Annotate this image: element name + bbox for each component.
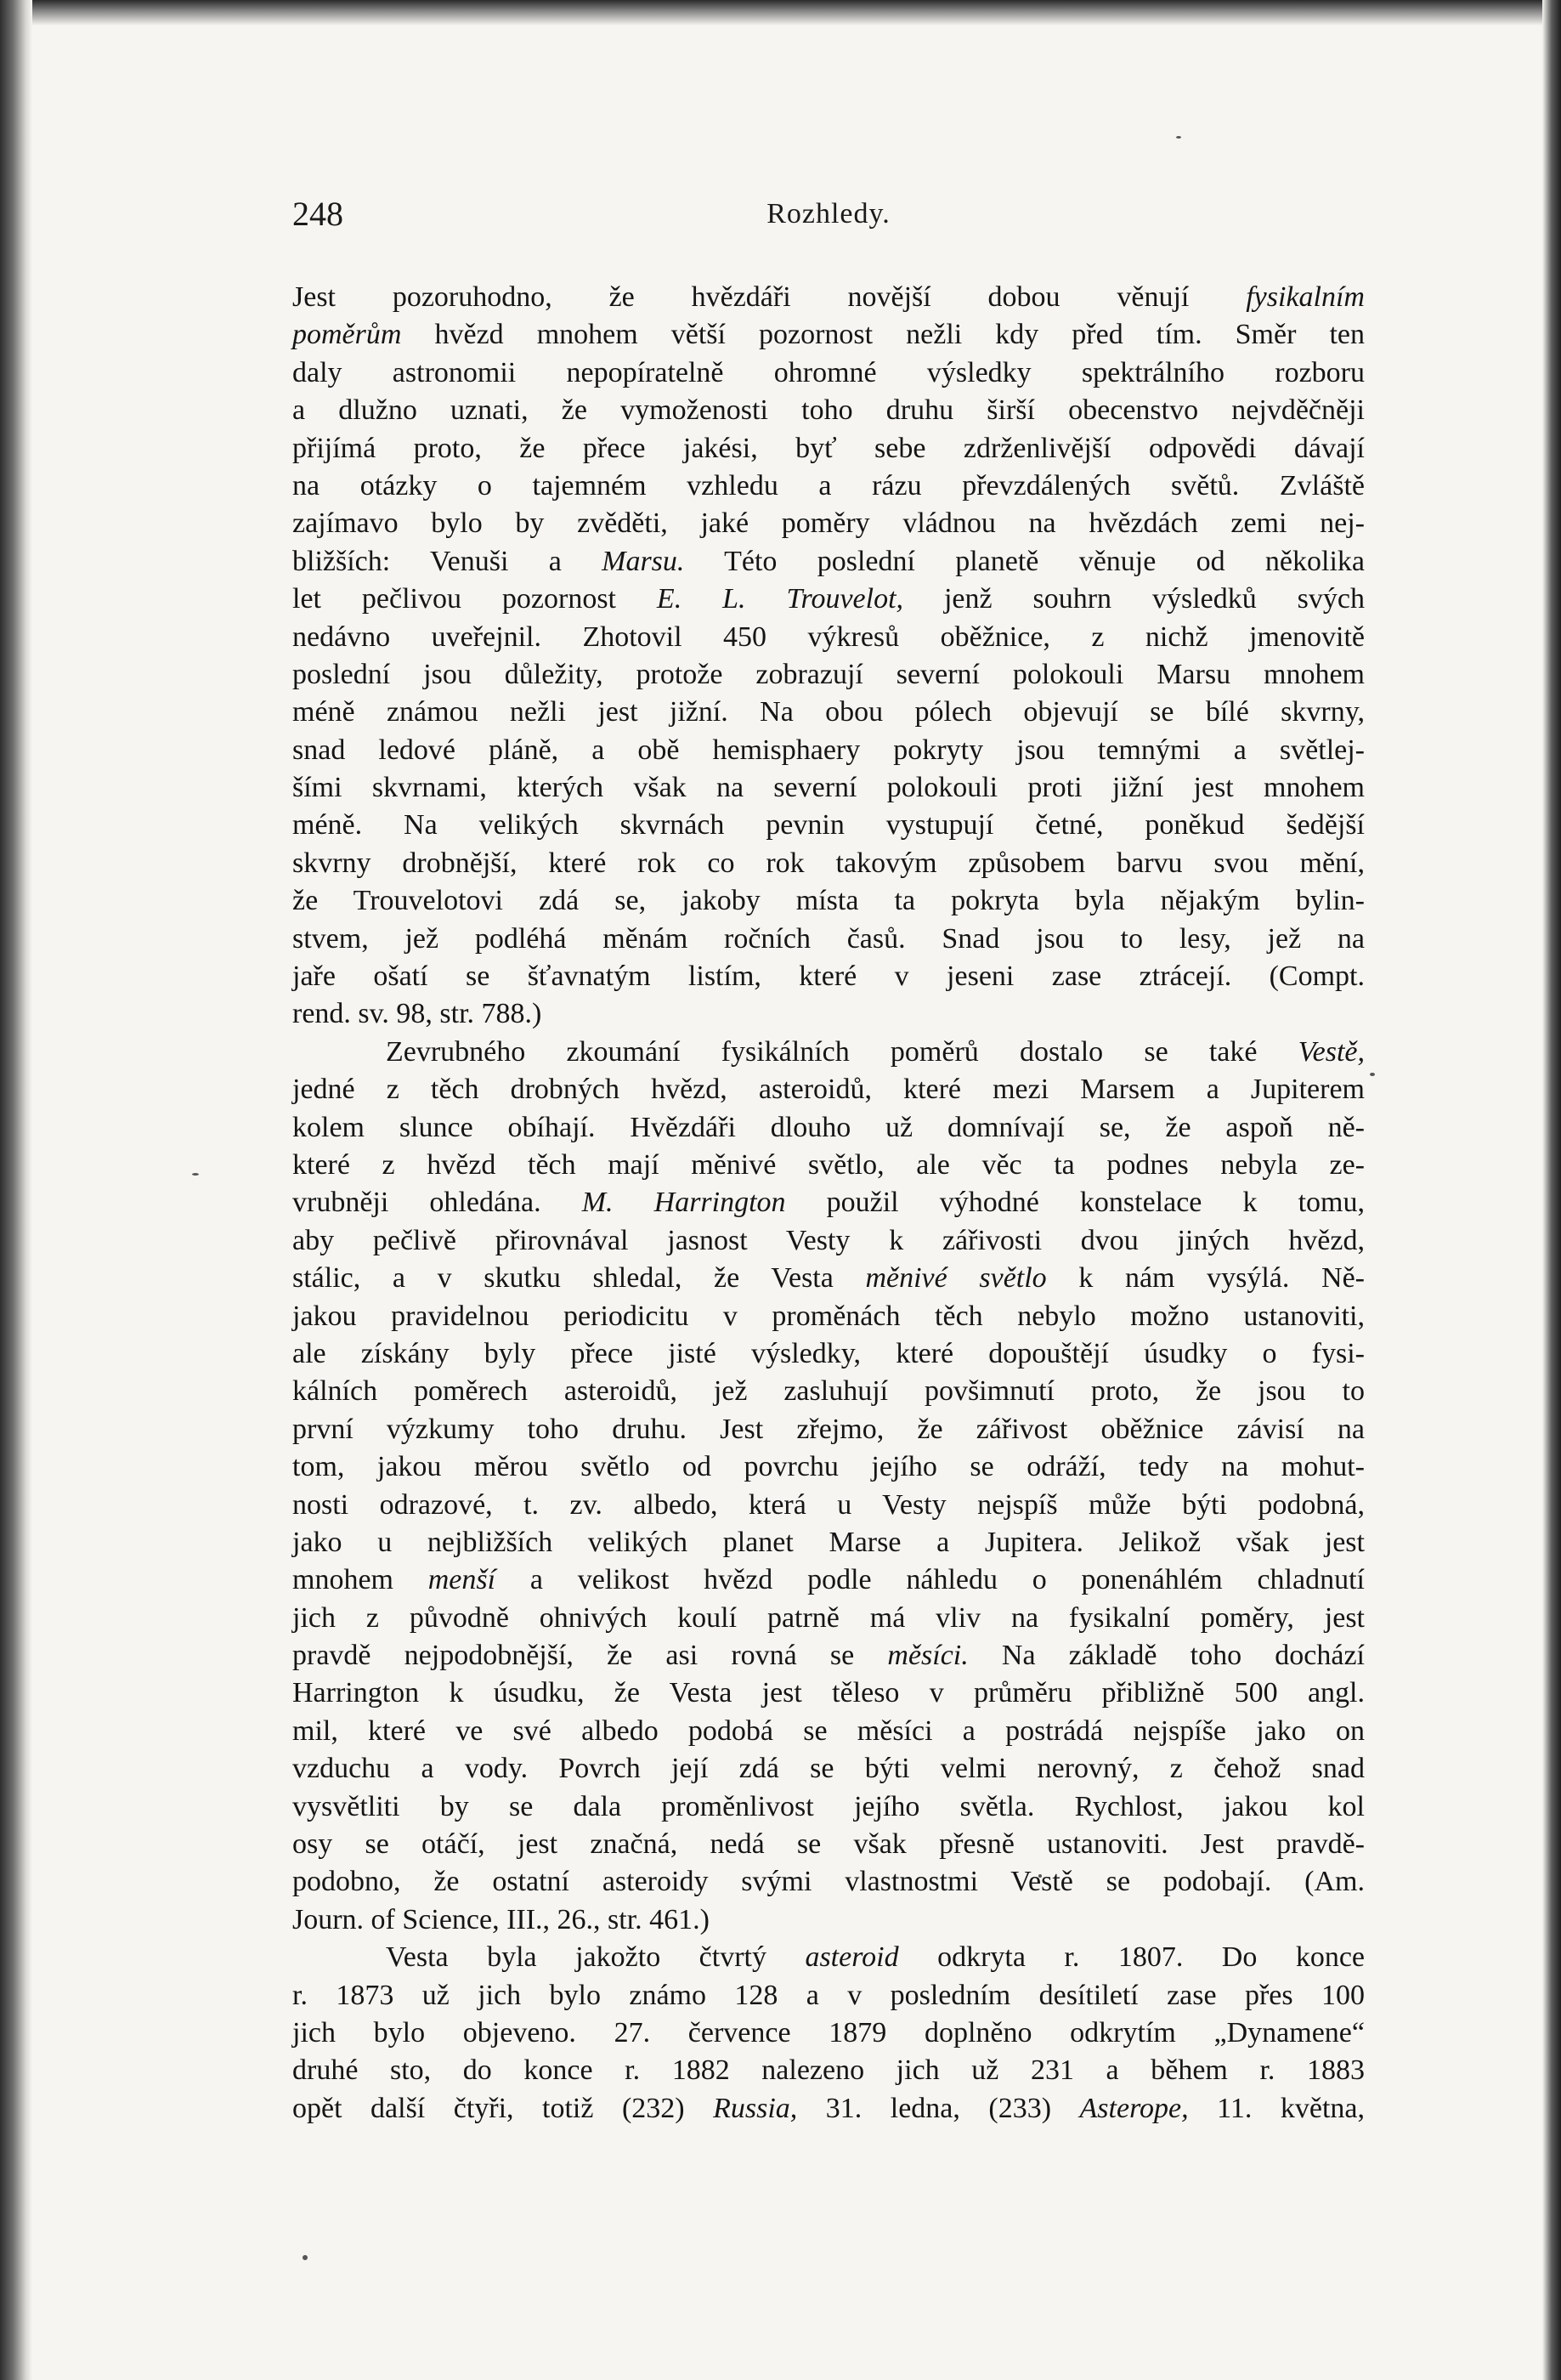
text-run: let pečlivou pozornost (292, 583, 657, 615)
text-line (292, 1222, 1365, 1260)
text-line (292, 279, 1365, 316)
text-line (292, 1109, 1365, 1147)
text-run: skvrny drobnější, které rok co rok takovým způsobem barvu svou mění, (292, 847, 1365, 879)
text-run: stvem, jež podléhá měnám ročních časů. Snad jsou to lesy, jež na (292, 922, 1365, 955)
emphasis: asteroid (805, 1941, 899, 1974)
text-run: kolem slunce obíhají. Hvězdáři dlouho už domnívají se, že aspoň ně- (292, 1111, 1365, 1143)
text-line (292, 921, 1365, 958)
text-run: Vesta byla jakožto čtvrtý (386, 1941, 806, 1974)
text-run: a dlužno uznati, že vymoženosti toho druhu širší obecenstvo nejvděčněji (292, 394, 1365, 427)
emphasis: Asterope, (1079, 2092, 1189, 2124)
text-line (292, 1034, 1365, 1071)
page-number: 248 (292, 195, 343, 233)
text-line (292, 1561, 1365, 1599)
text-line (292, 1487, 1365, 1524)
text-line (292, 1260, 1365, 1297)
text-run: jakou pravidelnou periodicitu v proměnách těch nebylo možno ustanoviti, (292, 1300, 1365, 1332)
text-run: opět další čtyři, totiž (232) (292, 2092, 714, 2124)
text-run: mil, které ve své albedo podobá se měsíci a postrádá nejspíše jako on (292, 1714, 1365, 1747)
text-run: jaře ošatí se šťavnatým listím, které v jeseni zase ztrácejí. (Compt. (292, 960, 1365, 993)
emphasis: poměrům (292, 319, 402, 351)
emphasis: měnivé světlo (865, 1262, 1047, 1295)
text-line (292, 2090, 1365, 2128)
text-run: poslední jsou důležity, protože zobrazují severní polokouli Marsu mnohem (292, 658, 1365, 690)
text-run: Journ. of Science, III., 26., str. 461.) (292, 1903, 710, 1935)
text-line (292, 995, 1365, 1033)
text-line (292, 354, 1365, 392)
text-run: snad ledové pláně, a obě hemisphaery pokryty jsou temnými a světlej- (292, 734, 1365, 766)
emphasis: Russia, (713, 2092, 798, 2124)
text-line (292, 1373, 1365, 1410)
text-line (292, 1524, 1365, 1561)
text-run: jenž souhrn výsledků svých (903, 583, 1365, 615)
text-line (292, 845, 1365, 882)
page-header (292, 189, 1365, 240)
emphasis: Vestě, (1298, 1035, 1365, 1068)
text-run: že Trouvelotovi zdá se, jakoby místa ta pokryta byla nějakým bylin- (292, 885, 1365, 917)
text-line (292, 1939, 1365, 1976)
text-line (292, 1147, 1365, 1184)
text-run: daly astronomii nepopíratelně ohromné výsledky spektrálního rozboru (292, 356, 1365, 388)
text-run: odkryta r. 1807. Do konce (898, 1941, 1366, 1974)
text-run: a velikost hvězd podle náhledu o ponenáhlém chladnutí (495, 1564, 1365, 1596)
text-line (292, 430, 1365, 468)
text-run: aby pečlivě přirovnával jasnost Vesty k zářivosti dvou jiných hvězd, (292, 1224, 1365, 1256)
text-run: mnohem (292, 1564, 428, 1596)
text-run: tom, jakou měrou světlo od povrchu jejího se odráží, tedy na mohut- (292, 1451, 1365, 1483)
text-line (292, 958, 1365, 995)
text-line (292, 1750, 1365, 1788)
text-line (292, 1335, 1365, 1373)
text-line (292, 1863, 1365, 1901)
text-run: ale získány byly přece jisté výsledky, které dopouštějí úsudky o fysi- (292, 1337, 1365, 1369)
text-line (292, 732, 1365, 769)
text-line (292, 882, 1365, 920)
text-run: Harrington k úsudku, že Vesta jest těleso v průměru přibližně 500 angl. (292, 1677, 1365, 1709)
text-line (292, 1674, 1365, 1712)
text-line (292, 392, 1365, 429)
text-run: nosti odrazové, t. zv. albedo, která u Vesty nejspíš může býti podobná, (292, 1488, 1365, 1521)
text-run: jedné z těch drobných hvězd, asteroidů, které mezi Marsem a Jupiterem (292, 1074, 1365, 1106)
running-head: Rozhledy. (766, 198, 891, 230)
text-run: vysvětliti by se dala proměnlivost jejího světla. Rychlost, jakou kol (292, 1790, 1365, 1822)
text-run: Zevrubného zkoumání fysikálních poměrů dostalo se také (386, 1035, 1298, 1068)
text-run: které z hvězd těch mají měnivé světlo, ale věc ta podnes nebyla ze- (292, 1148, 1365, 1181)
emphasis: měsíci. (887, 1640, 969, 1672)
emphasis: fysikalním (1246, 281, 1365, 313)
text-line (292, 505, 1365, 542)
text-line (292, 1600, 1365, 1637)
text-line (292, 656, 1365, 694)
text-line (292, 619, 1365, 656)
emphasis: menší (427, 1564, 496, 1596)
scan-shadow-right (1542, 0, 1561, 2380)
text-line (292, 807, 1365, 844)
text-run: méně známou nežli jest jižní. Na obou pólech objevují se bílé skvrny, (292, 696, 1365, 728)
text-line (292, 2052, 1365, 2089)
text-run: zajímavo bylo by zvěděti, jaké poměry vládnou na hvězdách zemi nej- (292, 507, 1365, 540)
text-line (292, 1713, 1365, 1750)
text-run: k nám vysýlá. Ně- (1046, 1262, 1365, 1295)
text-run: použil výhodné konstelace k tomu, (785, 1187, 1365, 1219)
text-run: Této poslední planetě věnuje od několika (684, 545, 1365, 577)
text-line (292, 543, 1365, 581)
text-run: druhé sto, do konce r. 1882 nalezeno jich už 231 a během r. 1883 (292, 2054, 1365, 2087)
text-line (292, 1637, 1365, 1674)
text-run: Na základě toho dochází (968, 1640, 1365, 1672)
text-line (292, 1184, 1365, 1221)
text-run: na otázky o tajemném vzhledu a rázu převzdálených světů. Zvláště (292, 469, 1365, 502)
text-run: jich bylo objeveno. 27. července 1879 doplněno odkrytím „Dynamene“ (292, 2016, 1365, 2048)
text-run: rend. sv. 98, str. 788.) (292, 998, 542, 1030)
text-run: vrubněji ohledána. (292, 1187, 582, 1219)
text-run: vzduchu a vody. Povrch její zdá se býti velmi nerovný, z čehož snad (292, 1753, 1365, 1785)
text-line (292, 316, 1365, 354)
text-line (292, 1411, 1365, 1448)
text-line (292, 581, 1365, 618)
text-run: šími skvrnami, kterých však na severní polokouli proti jižní jest mnohem (292, 772, 1365, 804)
text-line (292, 468, 1365, 505)
text-run: méně. Na velikých skvrnách pevnin vystupují četné, poněkud šedější (292, 809, 1365, 842)
text-run: první výzkumy toho druhu. Jest zřejmo, že zářivost oběžnice závisí na (292, 1413, 1365, 1445)
text-run: Jest pozoruhodno, že hvězdáři novější dobou věnují (292, 281, 1247, 313)
text-run: nedávno uveřejnil. Zhotovil 450 výkresů oběžnice, z nichž jmenovitě (292, 620, 1365, 653)
article-body (292, 279, 1365, 2128)
text-run: 31. ledna, (233) (797, 2092, 1080, 2124)
emphasis: Marsu. (602, 545, 685, 577)
text-line (292, 1977, 1365, 2014)
text-run: hvězd mnohem větší pozornost nežli kdy před tím. Směr ten (401, 319, 1365, 351)
text-run: jako u nejbližších velikých planet Marse a Jupitera. Jelikož však jest (292, 1526, 1365, 1558)
text-line (292, 1448, 1365, 1486)
text-line (292, 769, 1365, 807)
text-run: jich z původně ohnivých koulí patrně má vliv na fysikalní poměry, jest (292, 1601, 1365, 1634)
text-run: 11. května, (1188, 2092, 1365, 2124)
text-line (292, 1826, 1365, 1863)
text-run: r. 1873 už jich bylo známo 128 a v posledním desítiletí zase přes 100 (292, 1979, 1365, 2011)
text-line (292, 1901, 1365, 1939)
text-run: kálních poměrech asteroidů, jež zasluhují povšimnutí proto, že jsou to (292, 1375, 1365, 1408)
emphasis: M. Harrington (581, 1187, 786, 1219)
text-run: přijímá proto, že přece jakési, byť sebe zdrženlivější odpovědi dávají (292, 432, 1365, 464)
text-line (292, 694, 1365, 731)
text-line (292, 1298, 1365, 1335)
text-line (292, 1788, 1365, 1826)
text-run: podobno, že ostatní asteroidy svými vlastnostmi Vestě se podobají. (Am. (292, 1866, 1365, 1898)
scan-shadow-left (0, 0, 32, 2380)
text-run: bližších: Venuši a (292, 545, 602, 577)
text-run: osy se otáčí, jest značná, nedá se však přesně ustanoviti. Jest pravdě- (292, 1828, 1365, 1861)
emphasis: E. L. Trouvelot, (656, 583, 904, 615)
text-run: stálic, a v skutku shledal, že Vesta (292, 1262, 866, 1295)
text-run: pravdě nejpodobnější, že asi rovná se (292, 1640, 888, 1672)
scan-shadow-top (0, 0, 1561, 26)
text-line (292, 1071, 1365, 1108)
text-line (292, 2014, 1365, 2052)
